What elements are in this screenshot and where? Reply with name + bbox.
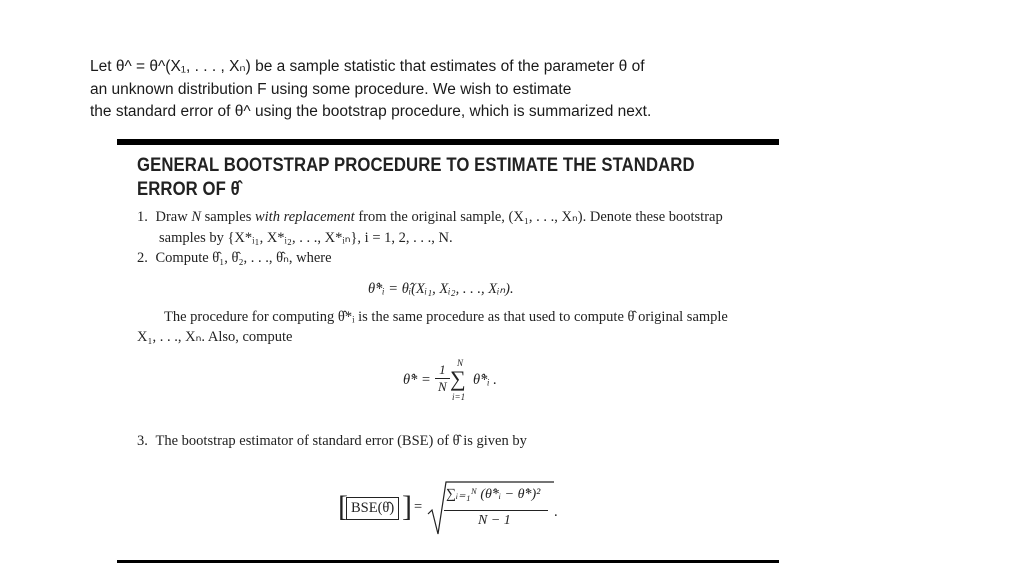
box-title bbox=[137, 154, 695, 202]
step-1-text-a: Draw bbox=[155, 209, 192, 225]
step-2-line bbox=[137, 250, 332, 267]
bse-fraction-bar bbox=[444, 510, 548, 511]
intro-line-3: the standard error of θ^ using the bootstrap procedure, which is summarized next. bbox=[90, 103, 652, 120]
sum-upper-limit: N bbox=[457, 358, 464, 368]
mean-fraction-numerator: 1 bbox=[435, 362, 450, 379]
intro-line-1: Let θ^ = θ^(X₁, . . . , Xₙ) be a sample statistic that estimates of the parameter θ of bbox=[90, 58, 645, 75]
step-2-number: 2. bbox=[137, 250, 148, 266]
sum-symbol: ∑ bbox=[450, 366, 466, 391]
bse-left-bracket: [ bbox=[338, 490, 348, 523]
step-1-italic: with replacement bbox=[254, 209, 355, 225]
box-bottom-rule bbox=[117, 560, 779, 563]
box-title-line-2: ERROR OF θ̂ bbox=[137, 179, 240, 200]
mean-fraction-denominator: N bbox=[438, 379, 447, 394]
bse-denominator: N − 1 bbox=[478, 513, 511, 528]
step-1-line-2: samples by {X*ᵢ₁, X*ᵢ₂, . . ., X*ᵢₙ}, i = 1, 2, . . ., N. bbox=[159, 230, 453, 246]
step-1-number: 1. bbox=[137, 209, 148, 225]
step-1-text-b: samples bbox=[201, 209, 255, 225]
mean-lhs: θ̂* = bbox=[403, 372, 431, 388]
equation-theta-star-i: θ̂*ᵢ = θ̂ᵢ(Xᵢ₁, Xᵢ₂, . . ., Xᵢₙ). bbox=[368, 281, 514, 297]
mean-rhs: θ̂*ᵢ . bbox=[473, 372, 497, 388]
box-title-line-1: GENERAL BOOTSTRAP PROCEDURE TO ESTIMATE THE STANDARD bbox=[137, 155, 695, 176]
intro-paragraph bbox=[90, 56, 790, 124]
procedure-line-2: X₁, . . ., Xₙ. Also, compute bbox=[137, 329, 293, 345]
step-1-text-c: from the original sample, (X₁, . . ., Xₙ). Denote these bootstrap bbox=[354, 209, 723, 225]
step-3-line bbox=[137, 433, 527, 450]
box-top-rule bbox=[117, 139, 779, 145]
bse-period: . bbox=[554, 504, 558, 520]
bse-label: BSE(θ̂) bbox=[346, 497, 399, 520]
equation-bse bbox=[338, 480, 578, 536]
step-1-n: N bbox=[191, 209, 202, 225]
step-3-number: 3. bbox=[137, 433, 148, 449]
bse-equals: = bbox=[414, 499, 423, 515]
step-3-text: The bootstrap estimator of standard error (BSE) of θ̂ is given by bbox=[155, 433, 527, 449]
step-2-text: Compute θ̂₁, θ̂₂, . . ., θ̂ₙ, where bbox=[155, 250, 332, 266]
intro-line-2: an unknown distribution F using some procedure. We wish to estimate bbox=[90, 80, 572, 98]
procedure-line-1: The procedure for computing θ̂*ᵢ is the same procedure as that used to compute θ̂ original sample bbox=[164, 309, 728, 325]
bse-right-bracket: ] bbox=[402, 490, 412, 523]
mean-fraction bbox=[435, 362, 450, 395]
sum-lower-limit: i=1 bbox=[452, 392, 466, 402]
bse-sum-numerator: ∑ᵢ₌₁ᴺ (θ̂*ᵢ − θ̂*)² bbox=[446, 487, 541, 502]
step-1-line-1 bbox=[137, 209, 723, 226]
